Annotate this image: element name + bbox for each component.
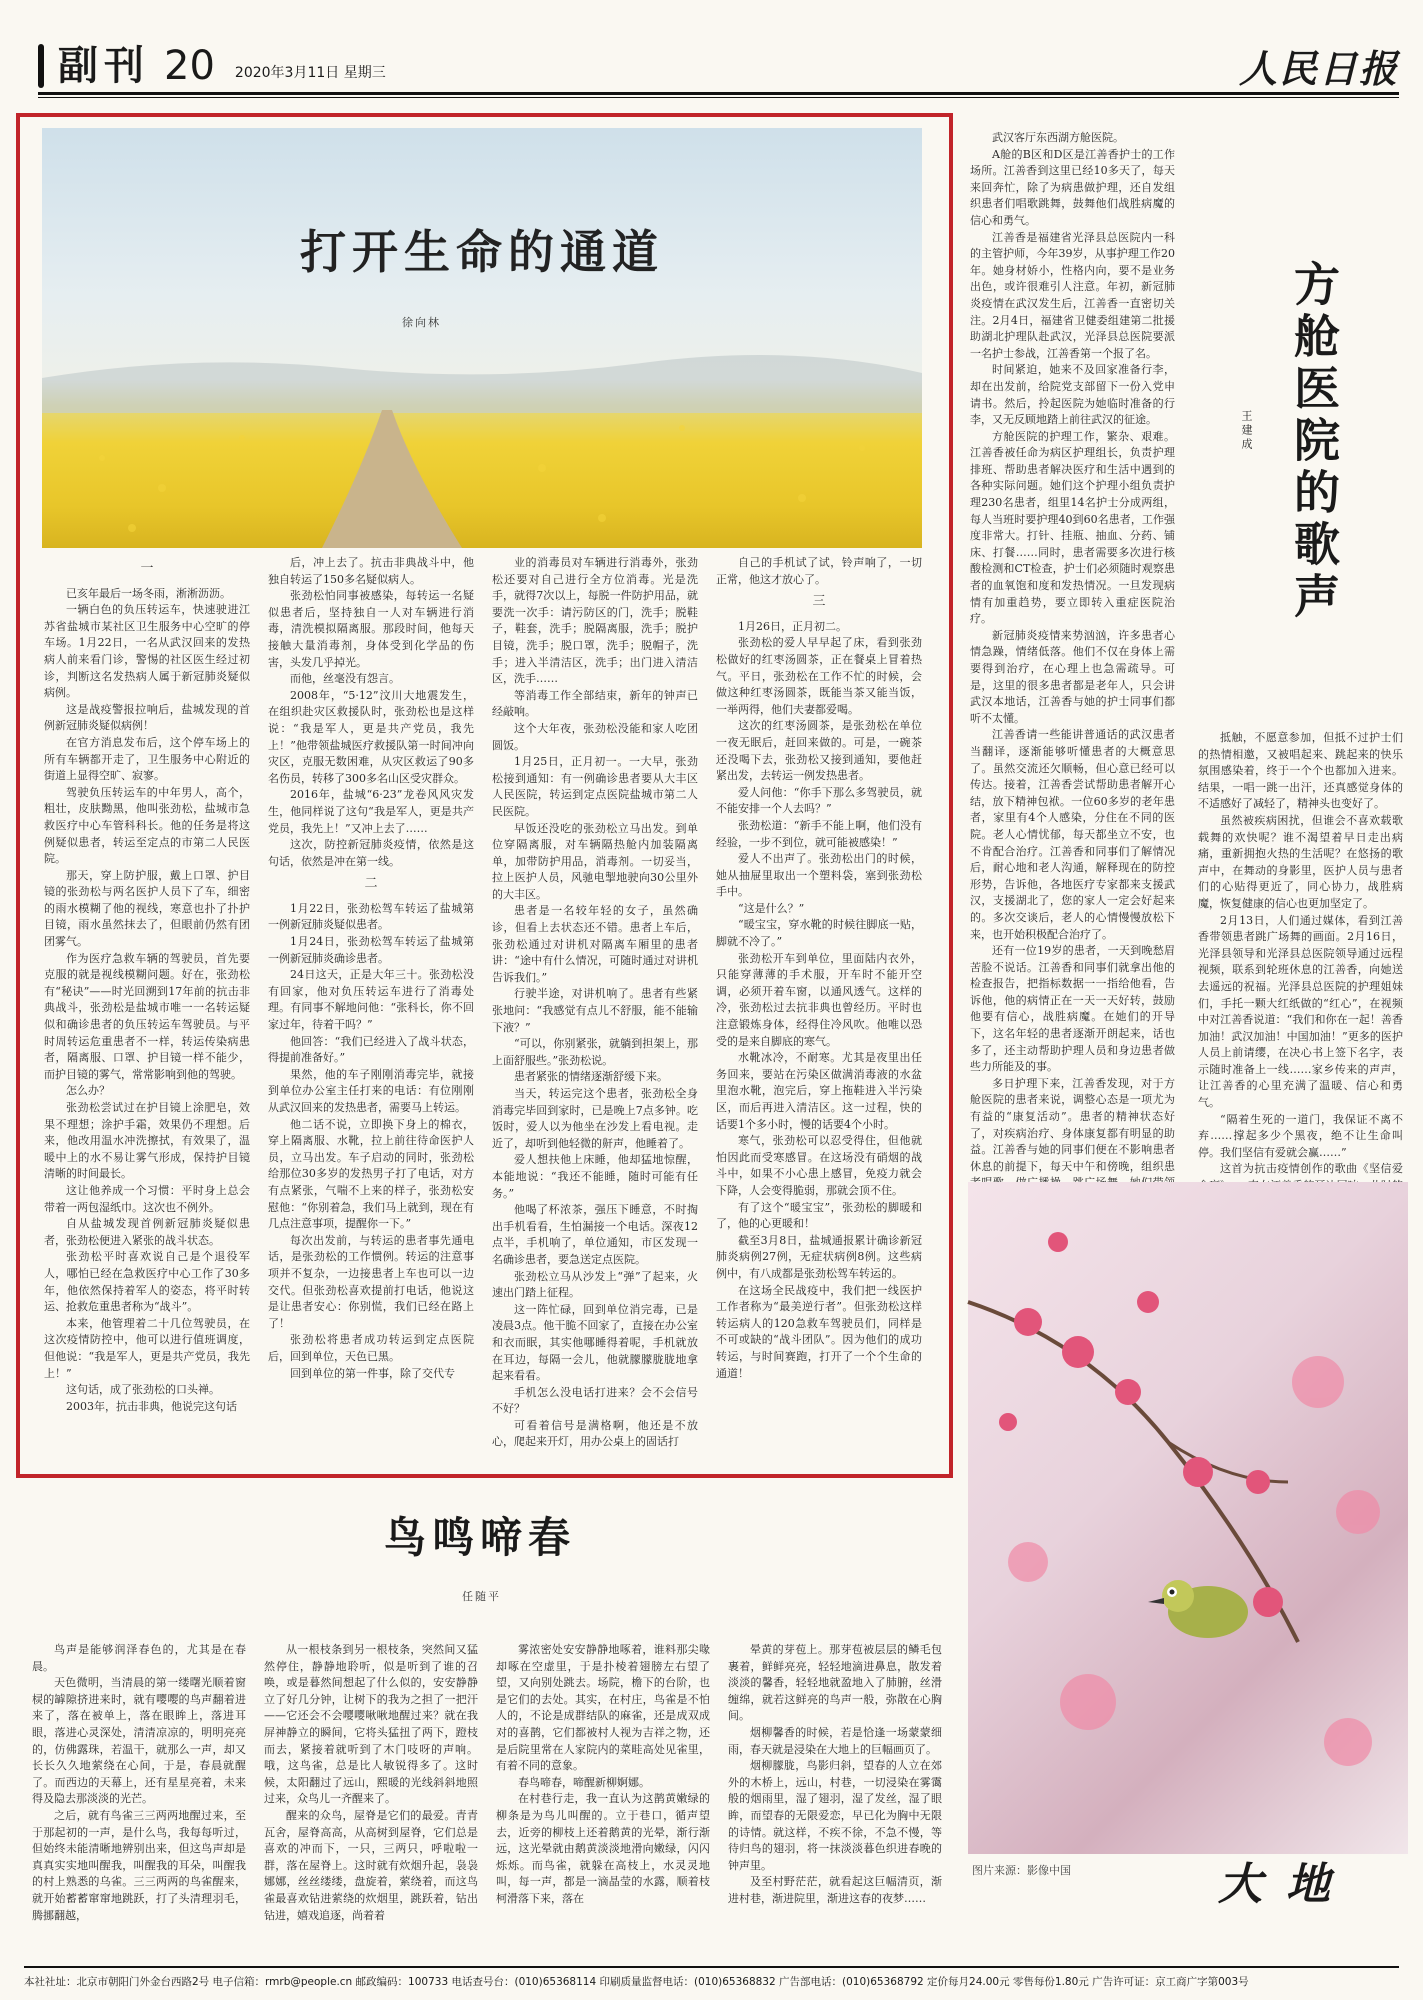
article-author: 任随平: [462, 1590, 501, 1603]
paragraph: 之后，就有鸟雀三三两两地醒过来，至于那起初的一声，是什么鸟，我每每听过，但始终未能清晰地辨别出来，但这鸟声却是真真实实地叫醒我，叫醒我的耳朵，叫醒我的村上熟悉的乌雀。三三两两的鸟雀醒来，就开始蓄蓄窜窜地跳跃，打了头清理羽毛，腾挪翻越，: [32, 1808, 246, 1922]
paragraph: 寒气，张劲松可以忍受得住，但他就怕因此而受寒感冒。在这场没有硝烟的战斗中，如果不小心患上感冒，免疫力就会下降，人会变得脆弱，那就会顶不住。: [716, 1134, 922, 1197]
masthead-bar: [38, 44, 44, 88]
paragraph: 张劲松平时喜欢说自己是个退役军人，哪怕已经在急救医疗中心工作了30多年，他依然保持着军人的姿态，将平时转运、抢救危重患者称为“战斗”。: [44, 1250, 250, 1314]
paragraph: 驾驶负压转运车的中年男人，高个，粗壮，皮肤黝黑，他叫张劲松，盐城市急救医疗中心车管科科长。他的任务是将这例疑似患者，转运至定点的市第二人民医院。: [44, 785, 250, 866]
paragraph: 那天，穿上防护服，戴上口罩、护目镜的张劲松与两名医护人员下了车，细密的雨水模糊了他的视线，寒意也扑了扑护目镜，雨水虽然抹去了，但眼前仍然有团团雾气。: [44, 868, 250, 949]
column-logo: 大地: [1218, 1859, 1354, 1910]
paragraph: 作为医疗急救车辆的驾驶员，首先要克服的就是视线模糊问题。好在，张劲松有“秘诀”——时光回溯到17年前的抗击非典战斗，张劲松是盐城市唯一一名转运疑似和确诊患者的负压转运车驾驶员。与平时周转运危重患者不一样，转运传染病患者，隔离服、口罩、护目镜一样不能少，而护目镜的雾气，常常影响到他的驾驶。: [44, 951, 250, 1081]
section-name: 副刊: [58, 42, 150, 89]
paragraph: 在村巷行走，我一直认为这鹊黄嫩绿的柳条是为鸟儿叫醒的。立于巷口，循声望去，近旁的柳枝上还着鹅黄的光晕，渐行渐远，这光晕就由鹅黄淡淡地滑向嫩绿，闪闪烁烁。而鸟雀，就躲在高枝上，水灵灵地叫，每一声，都是一滴晶莹的水露，顺着枝柯滑落下来，落在: [496, 1792, 710, 1905]
paragraph: 早饭还没吃的张劲松立马出发。到单位穿隔离服，对车辆隔热舱内加装隔离单，加带防护用品，消毒剂。一切妥当，拉上医护人员，风驰电掣地驶向30公里外的大丰区。: [492, 821, 698, 901]
article-column: [496, 1642, 710, 1958]
newspaper-name: 人民日报: [1238, 46, 1399, 91]
paragraph: 爱人不出声了。张劲松出门的时候，她从抽屉里取出一个塑料袋，塞到张劲松手中。: [716, 852, 922, 899]
bird-blossom-image: [968, 1182, 1408, 1854]
paragraph: A舱的B区和D区是江善香护士的工作场所。江善香到这里已经10多天了，每天来回奔忙，除了为病患做护理，还自发组织患者们唱歌跳舞，鼓舞他们战胜病魔的信心和勇气。: [970, 147, 1175, 227]
paragraph: 张劲松尝试过在护目镜上涂肥皂，效果不理想；涂护手霜，效果仍不理想。后来，他改用温水冲洗擦拭，有效果了，温暖中上的水不易让雾气形成，保持护目镜清晰的时间最长。: [44, 1101, 250, 1181]
article-title: 鸟鸣啼春: [383, 1513, 576, 1562]
article-author: 王建成: [1240, 410, 1253, 452]
paragraph: 有了这个“暖宝宝”，张劲松的脚暖和了，他的心更暖和！: [716, 1200, 922, 1231]
paragraph: 张劲松开车到单位，里面陆内衣外，只能穿薄薄的手术服，开车时不能开空调，必须开着车窗，以通风透气。这样的冷，张劲松过去抗非典也曾经历。平时也注意锻炼身体，经得住冷风吹。他唯以恐受的是来自脚底的寒气。: [716, 951, 922, 1048]
paragraph: “可以，你别紧张，就躺到担架上，那上面舒服些。”张劲松说。: [492, 1037, 698, 1067]
issue-date: 2020年3月11日 星期三: [234, 65, 386, 81]
spring-bird-photo: [968, 1182, 1408, 1854]
article-body: [44, 555, 924, 1465]
paragraph: 还有一位19岁的患者，一天到晚愁眉苦脸不说话。江善香和同事们就拿出他的检查报告，把指标数据一一指给他看，告诉他，他的病情正在一天一天好转，鼓励他要有信心，战胜病魔。在她们的开导下，这名年轻的患者逐渐开朗起来，话也多了，还主动帮助护理人员和身边患者做些力所能及的事。: [970, 944, 1175, 1074]
paragraph: 醒来的众鸟，屋脊是它们的最爱。青青瓦舍，屋脊高高，从高树到屋脊，它们总是喜欢的冲而下，一只，三两只，呼啦啦一群，落在屋脊上。这时就有炊烟升起，袅袅娜娜，丝丝缕缕，盘旋着，萦绕着，而这鸟雀最喜欢钻进萦绕的炊烟里，跳跃着，钻出钻进，嬉戏追逐，尚着着: [264, 1808, 478, 1922]
paragraph: 2016年，盐城“6·23”龙卷风风灾发生，他同样说了这句“我是军人，更是共产党员，我先上！”又冲上去了……: [268, 788, 474, 835]
paragraph: 患者是一名较年轻的女子，虽然确诊，但看上去状态还不错。患者上车后，张劲松通过对讲机对隔离车厢里的患者讲：“途中有什么情况，可随时通过对讲机告诉我们。”: [492, 904, 698, 984]
footer-info: 本社社址：北京市朝阳门外金台西路2号 电子信箱：rmrb@people.cn 邮政编码：100733 电话查号台：(010)65368114 印刷质量监督电话：(010)65368832 广告部电话：(010)65368792 定价每月24.00元 零售每份1.80元 广告许可证：京工商广字第003号: [24, 1966, 1399, 1989]
article-column: [492, 555, 698, 1465]
paragraph: 患者紧张的情绪逐渐舒缓下来。: [514, 1070, 668, 1084]
paragraph: 张劲松怕同事被感染，每转运一名疑似患者后，坚持独自一人对车辆进行消毒，清洗模拟隔离服。那段时间，他每天接触大量消毒剂，身体受到化学品的伤害，头发几乎掉光。: [268, 589, 474, 669]
paragraph: 果然，他的车子刚刚消毒完毕，就接到单位办公室主任打来的电话：有位刚刚从武汉回来的发热患者，需要马上转运。: [268, 1067, 474, 1114]
section-mark: 三: [812, 594, 826, 610]
paragraph: 2月13日，人们通过媒体，看到江善香带领患者跳广场舞的画面。2月16日，光泽县领导和光泽县总医院领导通过远程视频，联系到轮班休息的江善香，向她送去遥远的祝福。光泽县总医院的护理姐妹们，手托一颗大红纸做的“红心”，在视频中对江善香说道：“我们和你在一起！善香加油！武汉加油！中国加油！”更多的医护人员上前请缨，在决心书上签下名字，表示随时准备上一线……家乡传来的声声，让江善香的心里充满了温暖、信心和勇气。: [1198, 913, 1403, 1110]
paragraph: 张劲松立马从沙发上“弹”了起来，火速出门踏上征程。: [492, 1269, 698, 1300]
paragraph: 一辆白色的负压转运车，快速驶进江苏省盐城市某社区卫生服务中心空旷的停车场。1月22日，一名从武汉回来的发热病人前来看门诊，警惕的社区医生经过初诊，判断这名发热病人属于新冠肺炎疑似病例。: [44, 603, 250, 700]
paragraph: 1月25日，正月初一。一大早，张劲松接到通知：有一例确诊患者要从大丰区人民医院，转运到定点医院盐城市第二人民医院。: [492, 755, 698, 818]
paragraph: 2008年，“5·12”汶川大地震发生，在组织赴灾区救援队时，张劲松也是这样说：“我是军人，更是共产党员，我先上！”他带领盐城医疗救援队第一时间冲向灾区，克服无数困难，从灾区救运了90多名伤员，转移了300多名山区受灾群众。: [268, 688, 474, 785]
paragraph: 而他，丝毫没有怨言。: [290, 672, 400, 686]
paragraph: 后，冲上去了。抗击非典战斗中，他独自转运了150多名疑似病人。: [268, 556, 474, 586]
paragraph: 方舱医院的护理工作，繁杂、艰难。江善香被任命为病区护理组长，负责护理排班、帮助患者解决医疗和生活中遇到的各种实际问题。她们这个护理小组负责护理230名患者，组里14名护士分成两组，每人当班时要护理40到60名患者，工作强度非常大。打针、挂瓶、抽血、分药、铺床、打餐……同时，患者需要多次进行核酸检测和CT检查，护士们必须随时观察患者的血氧饱和度和发热情况。一旦发现病情有加重趋势，要立即转入重症医院治疗。: [970, 429, 1175, 626]
paragraph: 本来，他管理着二十几位驾驶员，在这次疫情防控中，他可以进行值班调度，但他说：“我是军人，更是共产党员，我先上！”: [44, 1316, 250, 1380]
paragraph: 这句话，成了张劲松的口头禅。: [66, 1383, 220, 1397]
section-mark: 二: [364, 876, 378, 892]
paragraph: 手机怎么没电话打进来？会不会信号不好？: [492, 1385, 698, 1416]
paragraph: 张劲松道：“新手不能上啊，他们没有经验，一步不到位，就可能被感染！”: [716, 818, 922, 849]
paragraph: 在官方消息发布后，这个停车场上的所有车辆都开走了，卫生服务中心附近的街道上显得空旷、寂寥。: [44, 735, 250, 783]
paragraph: 当天，转运完这个患者，张劲松全身消毒完毕回到家时，已是晚上7点多钟。吃饭时，爱人以为他坐在沙发上看电视。走近了，却听到他轻微的鼾声，他睡着了。: [492, 1087, 698, 1150]
article-column: [716, 555, 922, 1465]
paragraph: 爱人想扶他上床睡，他却猛地惊醒，本能地说：“我还不能睡，随时可能有任务。”: [492, 1153, 698, 1200]
paragraph: 这一阵忙碌，回到单位消完毒，已是凌晨3点。他干脆不回家了，直接在办公室和衣而眠，其实他哪睡得着呢，手机就放在耳边，每隔一会儿，他就朦朦胧胧地拿起来看看。: [492, 1302, 698, 1383]
paragraph: 烟柳馨香的时候，若是恰逢一场蒙蒙细雨，春天就是浸染在大地上的巨幅画页了。: [728, 1725, 942, 1756]
article-column: [32, 1642, 246, 1958]
landscape-drawing: [42, 128, 922, 548]
article-column: [264, 1642, 478, 1958]
paragraph: 2003年，抗击非典，他说完这句话: [66, 1399, 237, 1413]
paragraph: 多日护理下来，江善香发现，对于方舱医院的患者来说，调整心态是一项尤为有益的“康复活动”。患者的精神状态好了，对疾病治疗、身体康复都有明显的助益。江善香与她的同事们便在不影响患者休息的前提下，每天中午和傍晚，组织患: [970, 1076, 1175, 1173]
paragraph: “这是什么？”: [738, 901, 805, 915]
paragraph: 时间紧迫，她来不及回家准备行李，却在出发前，给院党支部留下一份入党申请书。然后，拎起医院为她临时准备的行李，又无反顾地踏上前往武汉的征途。: [970, 363, 1175, 427]
paragraph: 他回答：“我们已经进入了战斗状态，得提前准备好。”: [268, 1034, 474, 1065]
paragraph: 晕黄的芽苞上。那芽苞被层层的鳞毛包裹着，鲜鲜亮亮，轻轻地滴进鼻息，散发着淡淡的馨香，轻轻地就盈地入了肺腑，丝滑缠绵，就若这鲜亮的鸟声一般，弥散在心胸间。: [728, 1643, 942, 1723]
paragraph: 水靴冰冷，不耐寒。尤其是夜里出任务回来，要站在污染区做满消毒液的水盆里泡水靴，泡完后，穿上拖鞋进入半污染区，而后再进入清洁区。这一过程，快的话要1个多小时，慢的话要4个小时。: [716, 1051, 922, 1131]
paragraph: 自从盐城发现首例新冠肺炎疑似患者，张劲松便进入紧张的战斗状态。: [44, 1217, 250, 1247]
paragraph: 回到单位的第一件事，除了交代专: [290, 1366, 455, 1380]
masthead-left: [38, 40, 386, 88]
page-number: 20: [164, 43, 215, 89]
paragraph: 在这场全民战疫中，我们把一线医护工作者称为“最美逆行者”。但张劲松这样转运病人的120急救车驾驶员们，同样是不可或缺的“战斗团队”。因为他们的成功转运，与时间赛跑，打开了一个个生命的通道！: [716, 1283, 922, 1380]
article-column: [970, 130, 1175, 1175]
paragraph: 江善香请一些能讲普通话的武汉患者当翻译，逐渐能够听懂患者的大概意思了。虽然交流还欠顺畅，但心意已经可以传达。接着，江善香尝试帮助患者解开心结，放下精神包袱。一位60多岁的老年患者，家里有4个人感染，分住在不同的医院。老人心情忧郁，每天都坐立不安，也不肯配合治疗。江善香和同事们了解情况后，耐心地和老人沟通，解释现在的防控形势，告诉他，各地医疗专家都来支援武汉，支援湖北了，您的家人一定会好起来的。多次交谈后，老人的心情慢慢放松下来，也开始积极配合治疗了。: [970, 728, 1175, 941]
rapeseed-field-illustration: [42, 128, 922, 548]
paragraph: 他二话不说，立即换下身上的棉衣，穿上隔离服、水靴，拉上前往待命医护人员，立马出发。车子启动的同时，张劲松给那位30多岁的发热男子打了电话，对方有点紧张，气喘不上来的样子，张劲松安慰他：“你别着急，我们马上就到，现在有几点注意事项，提醒你一下。”: [268, 1117, 474, 1231]
paragraph: 天色微明，当清晨的第一缕曙光顺着窗棂的罅隙挤进来时，就有嘤嘤的鸟声翻着进来了，落在被单上，落在眼眸上，落进耳眼，落进心灵深处，清清凉凉的，明明亮亮的，仿佛露珠，若温干，就那么一声，却又长长久久地萦绕在心间，于是，春晨就醒了。而西边的天幕上，还有星星亮着，未来得及隐去那淡淡的光芒。: [32, 1676, 246, 1806]
paragraph: 武汉客厅东西湖方舱医院。: [992, 131, 1124, 144]
paragraph: 业的消毒员对车辆进行消毒外，张劲松还要对自己进行全方位消毒。光是洗手，就得7次以上，每脱一件防护用品，就要洗一次手：请污防区的门，洗手；脱鞋子，鞋套，洗手；脱隔离服，洗手；脱护目镜，洗手；脱口罩，洗手；脱帽子，洗手；进入半清洁区，洗手；出门进入清洁区，洗手……: [492, 556, 698, 686]
paragraph: “暖宝宝，穿水靴的时候往脚底一贴，脚就不冷了。”: [716, 918, 922, 949]
article-column: [1198, 730, 1403, 1176]
paragraph: 这次，防控新冠肺炎疫情，依然是这句话，依然是冲在第一线。: [268, 838, 474, 868]
paragraph: 截至3月8日，盐城通报累计确诊新冠肺炎病例27例，无症状病例8例。这些病例中，有八成都是张劲松驾车转运的。: [716, 1233, 922, 1280]
paragraph: 及至村野茫茫，就看起这巨幅清页，渐进村巷，渐进院里，渐进这春的夜梦……: [728, 1875, 942, 1905]
paragraph: 雾浓密处安安静静地啄着，谁料那尖喙却啄在空虚里，于是扑棱着翅膀左右望了望，又向别处跳去。场院，檐下的台阶，也是它们的去处。其实，在村庄，鸟雀是不怕人的，不论是成群结队的麻雀，还是成双成对的喜鹊，它们都被村人视为吉祥之物，还是后院里常在人家院内的菜畦高处见雀里，有着不同的意象。: [496, 1643, 710, 1773]
paragraph: 行驶半途，对讲机响了。患者有些紧张地问：“我感觉有点儿不舒服，能不能输下液？”: [492, 987, 698, 1034]
photo-credit: 图片来源：影像中国: [972, 1864, 1071, 1877]
paragraph: 抵触，不愿意参加，但抵不过护士们的热情相邀，又被唱起来、跳起来的快乐氛围感染着，终于一个个也都加入进来。结果，一唱一跳一出汗，还真感觉身体的不适感好了减轻了，精神头也变好了。: [1198, 731, 1403, 811]
article-title: 方舱医院的歌声: [1287, 260, 1341, 624]
paragraph: 春鸟啼春，啼醒新柳婀娜。: [518, 1775, 650, 1789]
paragraph: 已亥年最后一场冬雨，淅淅沥沥。: [66, 586, 231, 600]
paragraph: 爱人问他：“你手下那么多驾驶员，就不能安排一个人去吗？”: [716, 785, 922, 816]
paragraph: 怎么办？: [66, 1084, 110, 1098]
header-rule: [38, 92, 1399, 95]
paragraph: 这让他养成一个习惯：平时身上总会带着一两包湿纸巾。这次也不例外。: [44, 1183, 250, 1214]
paragraph: 自己的手机试了试，铃声响了，一切正常，他这才放心了。: [716, 556, 922, 586]
paragraph: 张劲松将患者成功转运到定点医院后，回到单位，天色已黑。: [268, 1333, 474, 1363]
paragraph: 张劲松的爱人早早起了床，看到张劲松做好的红枣汤圆茶，正在餐桌上冒着热气。平日，张劲松在工作不忙的时候，会做这种红枣汤圆茶，既能当茶又能当饭，一举两得，他们夫妻都爱喝。: [716, 636, 922, 716]
paragraph: 这次的红枣汤圆茶，是张劲松在单位一夜无眠后，赶回来做的。可是，一碗茶还没喝下去，张劲松又接到通知，要他赶紧出发，去转运一例发热患者。: [716, 719, 922, 783]
paragraph: 1月24日，张劲松驾车转运了盐城第一例新冠肺炎确诊患者。: [268, 935, 474, 965]
article-title: 打开生命的通道: [300, 225, 664, 279]
paragraph: 等消毒工作全部结束，新年的钟声已经敲响。: [492, 688, 698, 719]
paragraph: 可看着信号是满格啊，他还是不放心，爬起来开灯，用办公桌上的固话打: [492, 1418, 698, 1449]
paragraph: 这首为抗击疫情创作的歌曲《坚信爱: [1220, 1162, 1403, 1176]
paragraph: 每次出发前，与转运的患者事先通电话，是张劲松的工作惯例。转运的注意事项并不复杂，一边接患者上车也可以一边交代。但张劲松喜欢提前打电话，他说这是让患者安心：你别慌，我们已经在路上了！: [268, 1233, 474, 1330]
article-author: 徐向林: [402, 316, 441, 329]
paragraph: 新冠肺炎疫情来势汹汹，许多患者心情急躁，情绪低落。他们不仅在身体上需要得到治疗，在心理上也急需疏导。可是，这里的很多患者都是老年人，只会讲武汉本地话，江善香与她的护士同事们都听不太懂。: [970, 628, 1175, 725]
paragraph: 鸟声是能够润泽春色的，尤其是在春晨。: [32, 1643, 246, 1673]
article-column: [728, 1642, 942, 1958]
paragraph: 1月22日，张劲松驾车转运了盐城第一例新冠肺炎疑似患者。: [268, 901, 474, 932]
paragraph: 虽然被疾病困扰，但谁会不喜欢载歌载舞的欢快呢？谁不渴望着早日走出病痛，重新拥抱火热的生活呢？在悠扬的歌声中，在舞动的身影里，医护人员与患者们的心贴得更近了，同心协力，战胜病魔，恢复健康的信心也更加坚定了。: [1198, 813, 1403, 910]
article-column: [268, 555, 474, 1465]
paragraph: 烟柳朦胧，鸟影归斜，望春的人立在郊外的木桥上，远山，村巷，一切浸染在雾霭般的烟雨里，湿了翅羽，湿了发丝，湿了眼眸，而望春的无限爱恋，早已化为胸中无限的诗情。就这样，不疾不徐，不急不慢，等待归鸟的翅羽，将一抹淡淡暮色织进春晚的钟声里。: [728, 1759, 942, 1872]
paragraph: 从一根枝条到另一根枝条，突然间又猛然停住，静静地聆听，似是听到了谁的召唤，或是暮然间想起了什么似的，安安静静立了好几分钟，让树下的我为之担了一把汗——它还会不会嘤嘤啾啾地醒过来？就在我屏神静立的瞬间，它将头猛扭了两下，蹬枝而去，紧接着就听到了木门吱呀的声响。哦，这鸟雀，总是比人敏锐得多了。这时候，太阳翻过了远山，熙暖的光线斜斜地照过来，众鸟儿一齐醒来了。: [264, 1643, 478, 1806]
article-column: 一 已亥年最后一场冬雨，淅淅沥沥。 一辆白色的负压转运车，快速驶进江苏省盐城市某社区卫生服务中心空旷的停车场。1月22日，一名从武汉回来的发热病人前来看门诊，警惕的社区医生经过初诊，判断这名发热病人属于新冠肺炎疑似病例。 这是战疫警报拉响后，盐城发现的首例新冠肺炎疑似病例！ 在官方消息发布后，这个停车场上的所有车辆都开走了，卫生服务中心附近的街道上显得空旷、寂寥。 驾驶负压转运车的中年男人，高个，粗壮，皮肤黝黑，他叫张劲松，盐城市急救医疗中心车管科科长。他的任务是将这例疑似患者，转运至定点的市第二人民医院。 那天，穿上防护服，戴上口罩、护目镜的张劲松与两名医护人员下了车，细密的雨水模糊了他的视线，寒意也扑了扑护目镜，雨水虽然抹去了，但眼前仍然有团团雾气。 作为医疗急救车辆的驾驶员，首先要克服的就是视线模糊问题。好在，张劲松有“秘诀”——时光回溯到17年前的抗击非典战斗，张劲松是盐城市唯一一名转运疑似和确诊患者的负压转运车驾驶员。与平时周转运危重患者不一样，转运传染病患者，隔离服、口罩、护目镜一样不能少，而护目镜的雾气，常常影响到他的驾驶。 怎么办？ 张劲松尝试过在护目镜上涂肥皂，效果不理想；涂护手霜，效果仍不理想。后来，他改用温水冲洗擦拭，有效果了，温暖中上的水不易让雾气形成，保持护目镜清晰的时间最长。 这让他养成一个习惯：平时身上总会带着一两包湿纸巾。这次也不例外。 自从盐城发现首例新冠肺炎疑似患者，张劲松便进入紧张的战斗状态。 张劲松平时喜欢说自己是个退役军人，哪怕已经在急救医疗中心工作了30多年，他依然保持着军人的姿态，将平时转运、抢救危重患者称为“战斗”。 本来，他管理着二十几位驾驶员，在这次疫情防控中，他可以进行值班调度，但他说：“我是军人，更是共产党员，我先上！” 这句话，成了张劲松的口头禅。 2003年，抗击非典，他说完这句话: [44, 555, 250, 1465]
paragraph: 江善香是福建省光泽县总医院内一科的主管护师，今年39岁，从事护理工作20年。她身材娇小，性格内向，要不是业务出色，或许很难引人注意。年初，新冠肺炎疫情在武汉发生后，江善香一直密切关注。2月4日，福建省卫健委组建第二批援助湖北护理队赴武汉，光泽县总医院要派一名护士参战，江善香第一个报了名。: [970, 230, 1175, 360]
paragraph: 24日这天，正是大年三十。张劲松没有回家，他对负压转运车进行了消毒处理。有同事不解地问他：“张科长，你不回家过年，待着干吗？”: [268, 968, 474, 1032]
paragraph: 这是战疫警报拉响后，盐城发现的首例新冠肺炎疑似病例！: [44, 702, 250, 733]
paragraph: 这个大年夜，张劲松没能和家人吃团圆饭。: [492, 721, 698, 752]
article-body: [32, 1642, 944, 1958]
paragraph: 他喝了杯浓茶，强压下睡意，不时掏出手机看看，生怕漏接一个电话。深夜12点半，手机响了，单位通知，市区发现一名确诊患者，要急送定点医院。: [492, 1203, 698, 1266]
header-rule-thin: [38, 97, 1399, 98]
paragraph: 1月26日，正月初二。: [738, 619, 847, 633]
paragraph: “隔着生死的一道门，我保证不离不弃……撑起多少个黑夜，绝不让生命叫停。我们坚信有爱就会赢……”: [1198, 1112, 1403, 1159]
